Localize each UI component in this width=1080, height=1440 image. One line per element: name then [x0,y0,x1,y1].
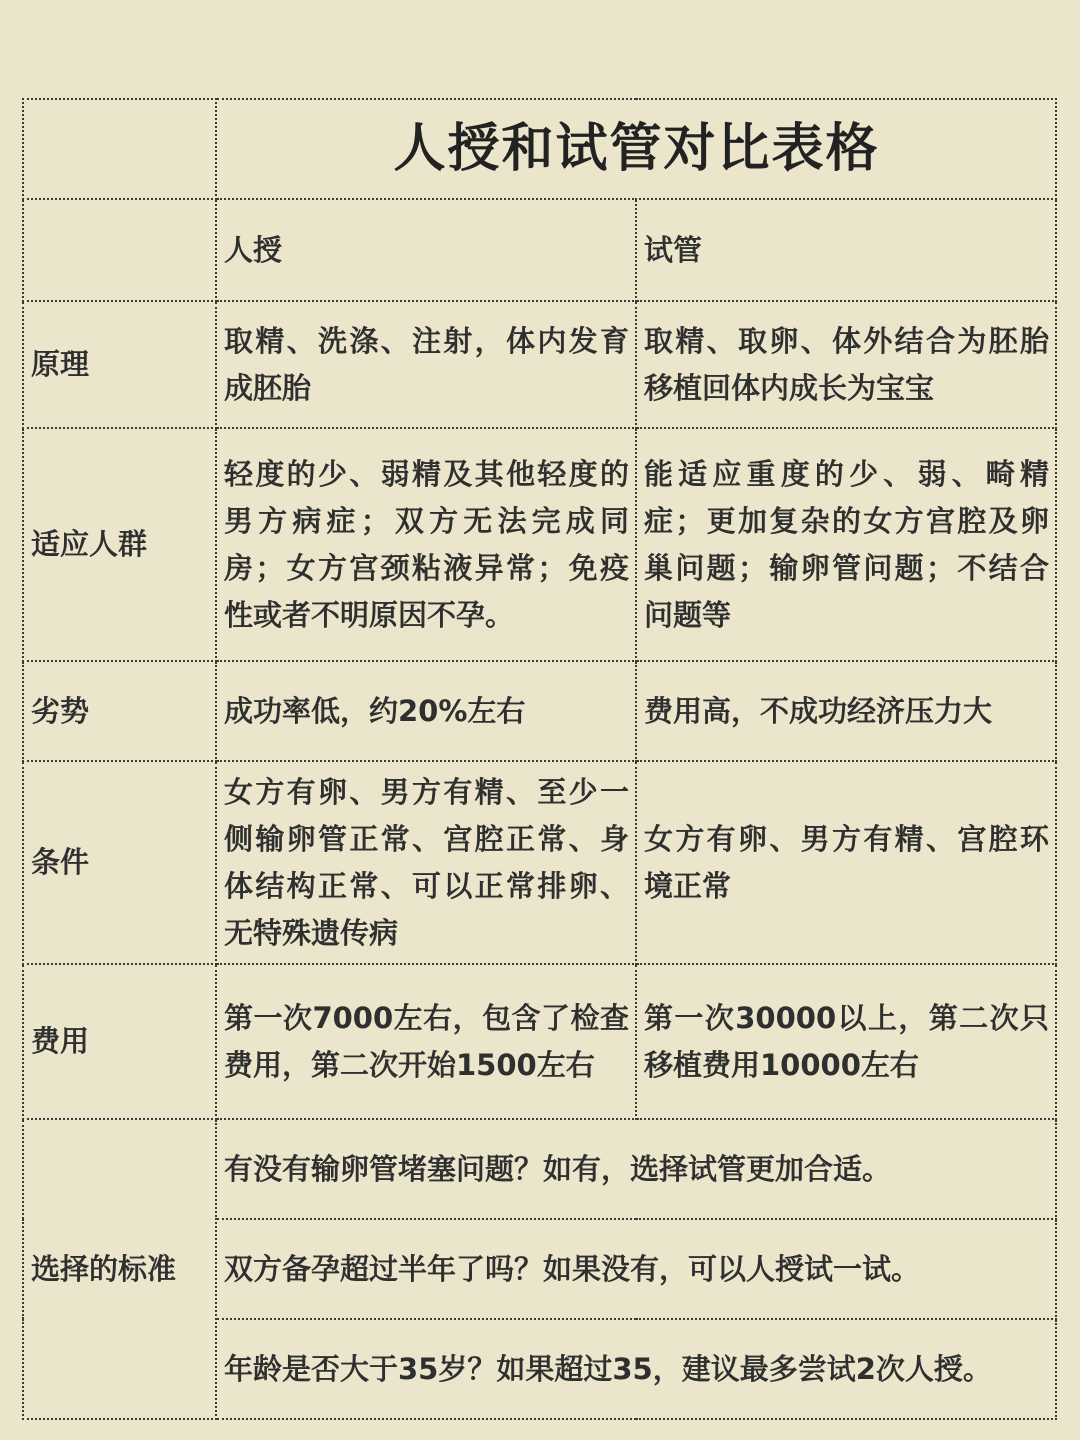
cell-ivf: 能适应重度的少、弱、畸精症；更加复杂的女方宫腔及卵巢问题；输卵管问题；不结合问题等 [636,428,1056,661]
row-label: 劣势 [23,661,216,761]
row-label-criteria: 选择的标准 [23,1119,216,1419]
criteria-item: 年龄是否大于35岁？如果超过35，建议最多尝试2次人授。 [216,1319,1056,1419]
cell-ai: 第一次7000左右，包含了检查费用，第二次开始1500左右 [216,964,636,1119]
row-label: 条件 [23,761,216,964]
cell-ai: 轻度的少、弱精及其他轻度的男方病症；双方无法完成同房；女方宫颈粘液异常；免疫性或者不明原因不孕。 [216,428,636,661]
row-label: 原理 [23,301,216,428]
cell-ivf: 取精、取卵、体外结合为胚胎移植回体内成长为宝宝 [636,301,1056,428]
cell-ai: 取精、洗涤、注射，体内发育成胚胎 [216,301,636,428]
column-header-ivf: 试管 [636,199,1056,301]
criteria-item: 有没有输卵管堵塞问题？如有，选择试管更加合适。 [216,1119,1056,1219]
column-header-ai: 人授 [216,199,636,301]
cell-ivf: 第一次30000以上，第二次只移植费用10000左右 [636,964,1056,1119]
cell-ivf: 女方有卵、男方有精、宫腔环境正常 [636,761,1056,964]
cell-ai: 成功率低，约20%左右 [216,661,636,761]
page-title: 人授和试管对比表格 [216,99,1056,199]
header-empty-cell [23,199,216,301]
criteria-item: 双方备孕超过半年了吗？如果没有，可以人授试一试。 [216,1219,1056,1319]
cell-ivf: 费用高，不成功经济压力大 [636,661,1056,761]
row-label: 适应人群 [23,428,216,661]
corner-cell [23,99,216,199]
row-label: 费用 [23,964,216,1119]
comparison-table [22,98,1057,1420]
cell-ai: 女方有卵、男方有精、至少一侧输卵管正常、宫腔正常、身体结构正常、可以正常排卵、无特殊遗传病 [216,761,636,964]
